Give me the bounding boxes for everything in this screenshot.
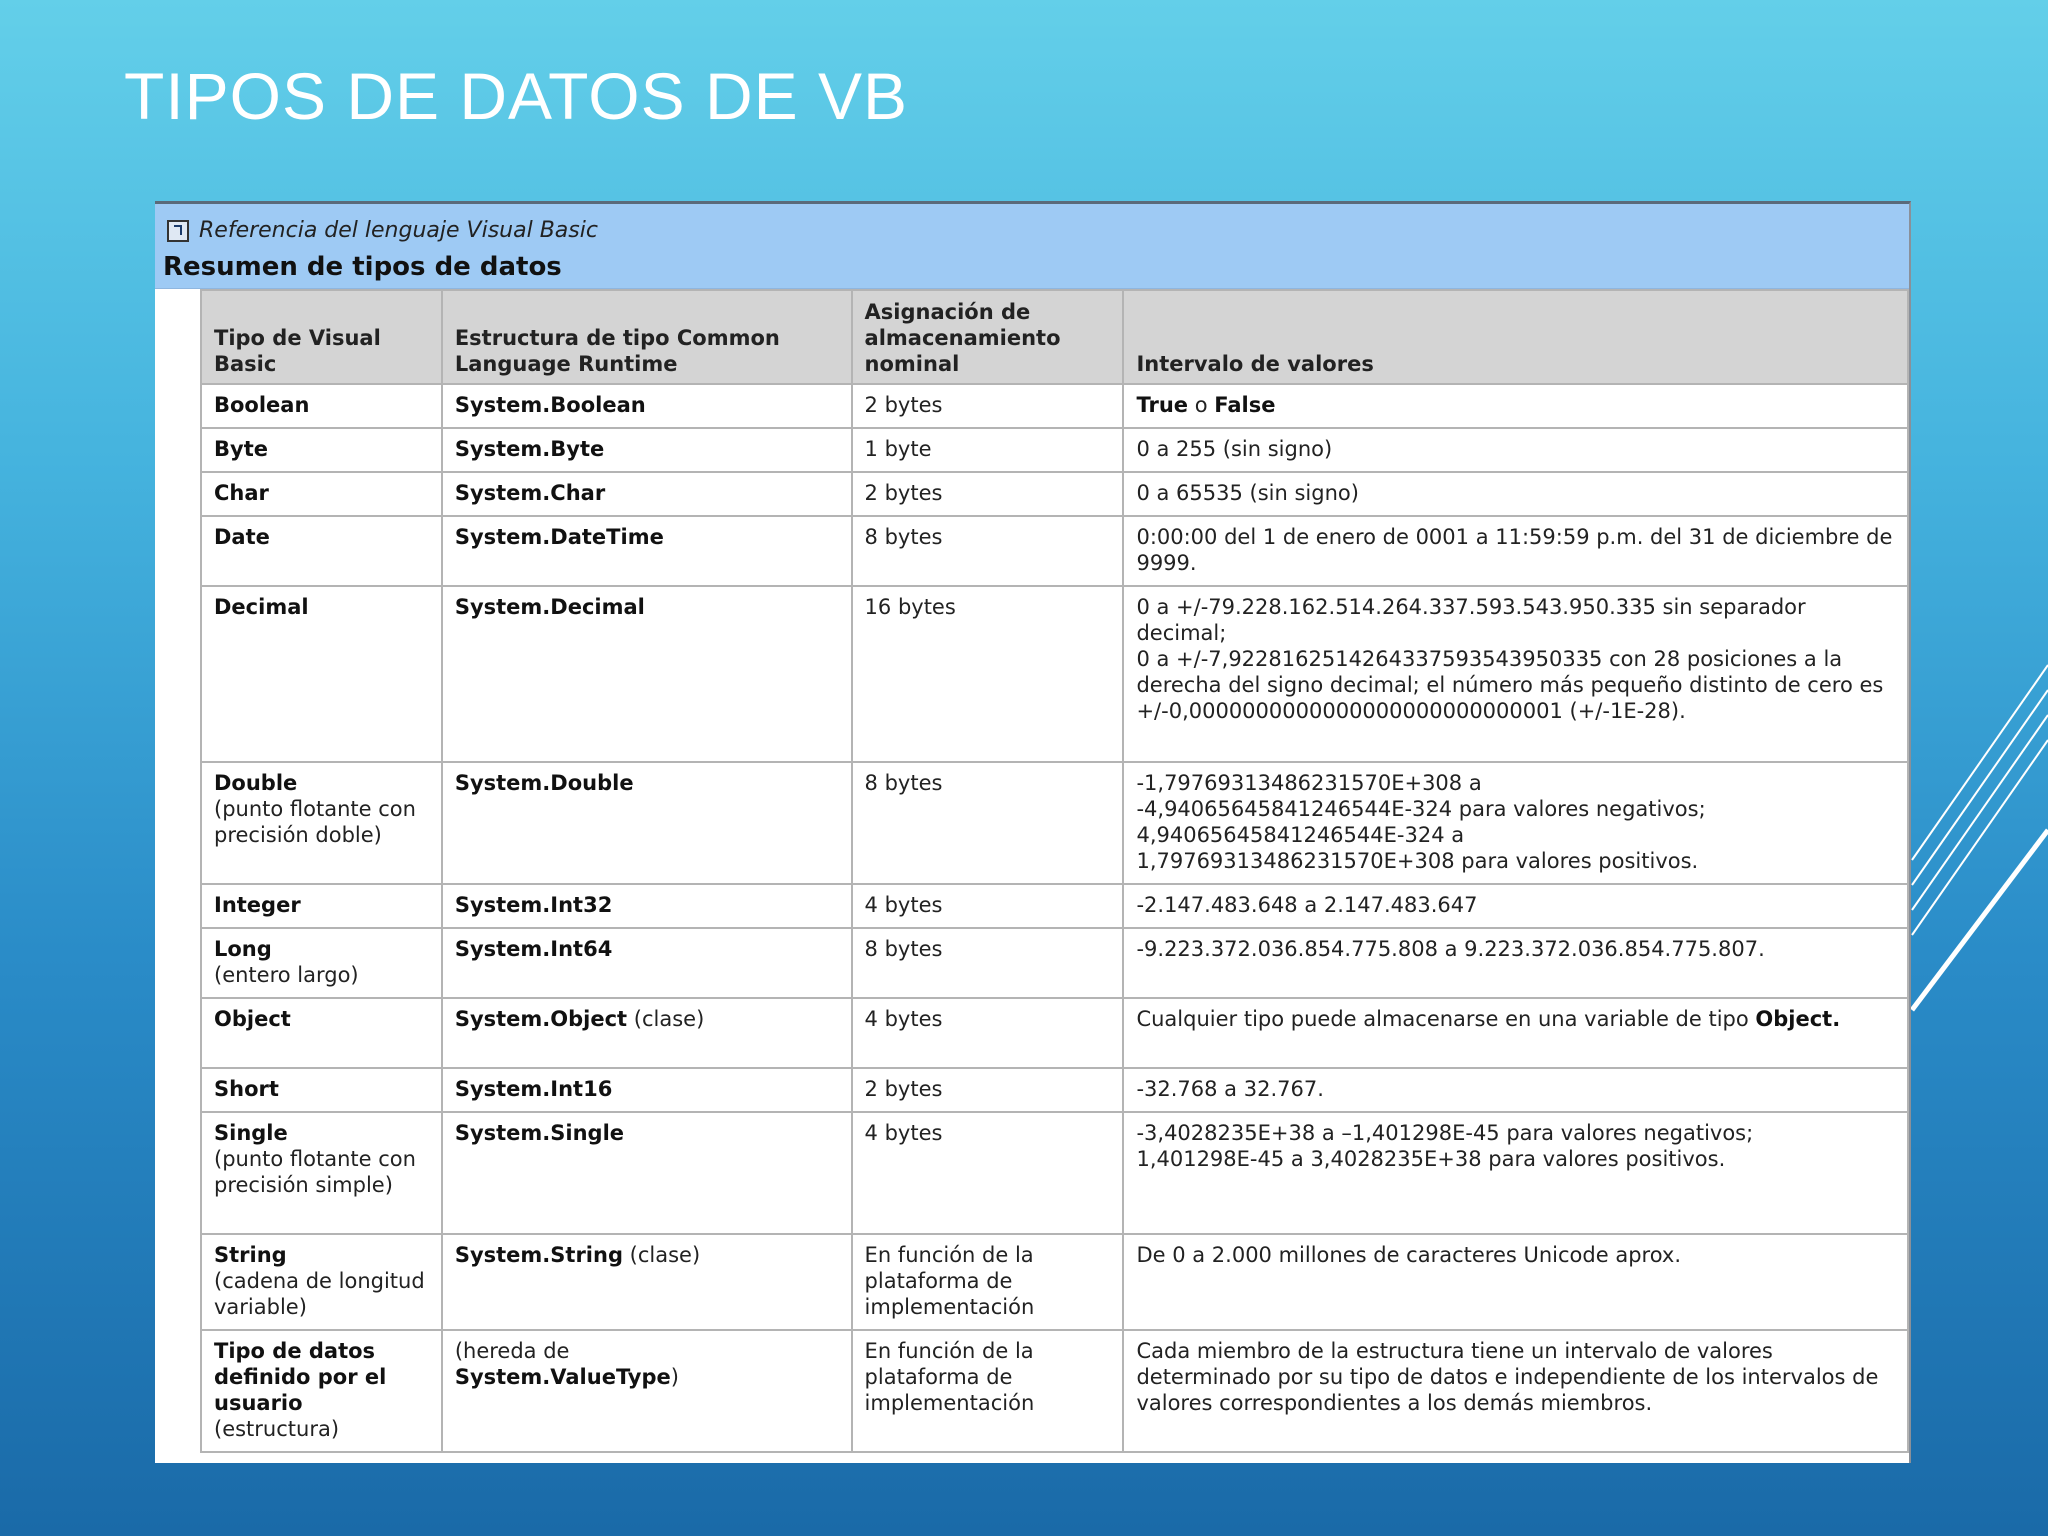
type-name: Tipo de datos definido por el usuario	[214, 1339, 387, 1415]
table-row	[201, 1330, 1908, 1452]
cell-storage: 2 bytes	[852, 1068, 1124, 1112]
cell-storage: 8 bytes	[852, 762, 1124, 884]
cell-range: -2.147.483.648 a 2.147.483.647	[1123, 884, 1908, 928]
table-row	[201, 1234, 1908, 1330]
table-row	[201, 998, 1908, 1068]
cell-range: 0:00:00 del 1 de enero de 0001 a 11:59:59 p.m. del 31 de diciembre de 9999.	[1123, 516, 1908, 586]
panel-header	[155, 204, 1909, 289]
cell-range: De 0 a 2.000 millones de caracteres Unicode aprox.	[1123, 1234, 1908, 1330]
table-row	[201, 1068, 1908, 1112]
type-note: (entero largo)	[214, 963, 359, 987]
type-name: String	[214, 1243, 287, 1267]
cell-range: -32.768 a 32.767.	[1123, 1068, 1908, 1112]
cell-range: 0 a 65535 (sin signo)	[1123, 472, 1908, 516]
structure-name: System.ValueType	[454, 1365, 671, 1389]
header-range: Intervalo de valores	[1123, 290, 1908, 384]
cell-range	[1123, 384, 1908, 428]
cell-structure	[442, 1330, 852, 1452]
cell-type: Char	[201, 472, 442, 516]
type-name: Double	[214, 771, 298, 795]
cell-type: Object	[201, 998, 442, 1068]
cell-storage: 16 bytes	[852, 586, 1124, 762]
external-link-icon	[167, 220, 189, 242]
cell-structure	[442, 1234, 852, 1330]
structure-name: System.Object	[454, 1007, 628, 1031]
cell-structure: System.Int64	[442, 928, 852, 998]
header-type: Tipo de Visual Basic	[201, 290, 442, 384]
structure-note: (clase)	[627, 1007, 705, 1031]
range-line: -3,4028235E+38 a –1,401298E-45 para valores negativos;	[1136, 1121, 1754, 1145]
structure-note: (clase)	[622, 1243, 701, 1267]
cell-type: Boolean	[201, 384, 442, 428]
range-line: -1,79769313486231570E+308 a	[1136, 771, 1482, 795]
range-line: 1,401298E-45 a 3,4028235E+38 para valores positivos.	[1136, 1147, 1726, 1171]
range-bold: Object.	[1755, 1007, 1841, 1031]
structure-note: (hereda de	[454, 1339, 570, 1363]
cell-storage: 2 bytes	[852, 472, 1124, 516]
cell-storage: 8 bytes	[852, 516, 1124, 586]
cell-type	[201, 762, 442, 884]
table-row	[201, 586, 1908, 762]
cell-range: 0 a 255 (sin signo)	[1123, 428, 1908, 472]
slide-title: TIPOS DE DATOS DE VB	[124, 59, 909, 133]
range-line: 0 a +/-7,9228162514264337593543950335 con 28 posiciones a la derecha del signo decimal; el número más pequeño distinto de cero es	[1136, 647, 1884, 697]
table-row	[201, 884, 1908, 928]
cell-structure: System.Byte	[442, 428, 852, 472]
range-line: 4,94065645841246544E-324 a	[1136, 823, 1465, 847]
cell-structure: System.Boolean	[442, 384, 852, 428]
cell-type	[201, 928, 442, 998]
cell-structure: System.DateTime	[442, 516, 852, 586]
cell-structure: System.Decimal	[442, 586, 852, 762]
range-text: Cualquier tipo puede almacenarse en una variable de tipo	[1136, 1007, 1756, 1031]
range-line: 0 a +/-79.228.162.514.264.337.593.543.950.335 sin separador decimal;	[1136, 595, 1806, 645]
cell-structure	[442, 998, 852, 1068]
cell-range: Cada miembro de la estructura tiene un intervalo de valores determinado por su tipo de datos e independiente de los intervalos de valores correspondientes a los demás miembros.	[1123, 1330, 1908, 1452]
type-note: (punto flotante con precisión simple)	[214, 1147, 416, 1197]
cell-range	[1123, 1112, 1908, 1234]
type-name: Single	[214, 1121, 288, 1145]
cell-storage: 4 bytes	[852, 884, 1124, 928]
cell-range	[1123, 998, 1908, 1068]
type-note: (cadena de longitud variable)	[214, 1269, 425, 1319]
cell-type: Date	[201, 516, 442, 586]
cell-type: Integer	[201, 884, 442, 928]
cell-type: Short	[201, 1068, 442, 1112]
cell-storage: 4 bytes	[852, 1112, 1124, 1234]
cell-type: Decimal	[201, 586, 442, 762]
cell-structure: System.Char	[442, 472, 852, 516]
cell-type: Byte	[201, 428, 442, 472]
structure-name: System.String	[454, 1243, 623, 1267]
reference-panel	[155, 201, 1911, 1463]
panel-heading: Resumen de tipos de datos	[163, 252, 562, 282]
cell-structure: System.Double	[442, 762, 852, 884]
range-text: o	[1188, 393, 1215, 417]
cell-range: -9.223.372.036.854.775.808 a 9.223.372.036.854.775.807.	[1123, 928, 1908, 998]
cell-structure: System.Int16	[442, 1068, 852, 1112]
type-note: (estructura)	[214, 1417, 340, 1441]
table-header-row	[201, 290, 1908, 384]
table-wrapper	[200, 289, 1909, 1453]
header-structure: Estructura de tipo Common Language Runtime	[442, 290, 852, 384]
table-row	[201, 1112, 1908, 1234]
table-row	[201, 762, 1908, 884]
range-line: +/-0,0000000000000000000000000001 (+/-1E-28).	[1136, 699, 1686, 723]
cell-structure: System.Single	[442, 1112, 852, 1234]
type-note: (punto flotante con precisión doble)	[214, 797, 416, 847]
cell-storage: En función de la plataforma de implementación	[852, 1234, 1124, 1330]
reference-link[interactable]	[167, 218, 598, 243]
reference-label: Referencia del lenguaje Visual Basic	[199, 218, 598, 243]
cell-structure: System.Int32	[442, 884, 852, 928]
cell-range	[1123, 586, 1908, 762]
table-row	[201, 516, 1908, 586]
table-row	[201, 428, 1908, 472]
cell-storage: 8 bytes	[852, 928, 1124, 998]
cell-storage: 1 byte	[852, 428, 1124, 472]
cell-type	[201, 1234, 442, 1330]
cell-type	[201, 1112, 442, 1234]
cell-storage: 4 bytes	[852, 998, 1124, 1068]
table-row	[201, 928, 1908, 998]
cell-range	[1123, 762, 1908, 884]
table-row	[201, 472, 1908, 516]
header-storage: Asignación de almacenamiento nominal	[852, 290, 1124, 384]
type-name: Long	[214, 937, 272, 961]
structure-note: )	[670, 1365, 679, 1389]
range-line: 1,79769313486231570E+308 para valores positivos.	[1136, 849, 1699, 873]
cell-type	[201, 1330, 442, 1452]
range-bold: False	[1214, 393, 1276, 417]
range-line: -4,94065645841246544E-324 para valores negativos;	[1136, 797, 1706, 821]
range-bold: True	[1136, 393, 1189, 417]
data-types-table	[200, 289, 1909, 1453]
table-row	[201, 384, 1908, 428]
cell-storage: 2 bytes	[852, 384, 1124, 428]
cell-storage: En función de la plataforma de implementación	[852, 1330, 1124, 1452]
